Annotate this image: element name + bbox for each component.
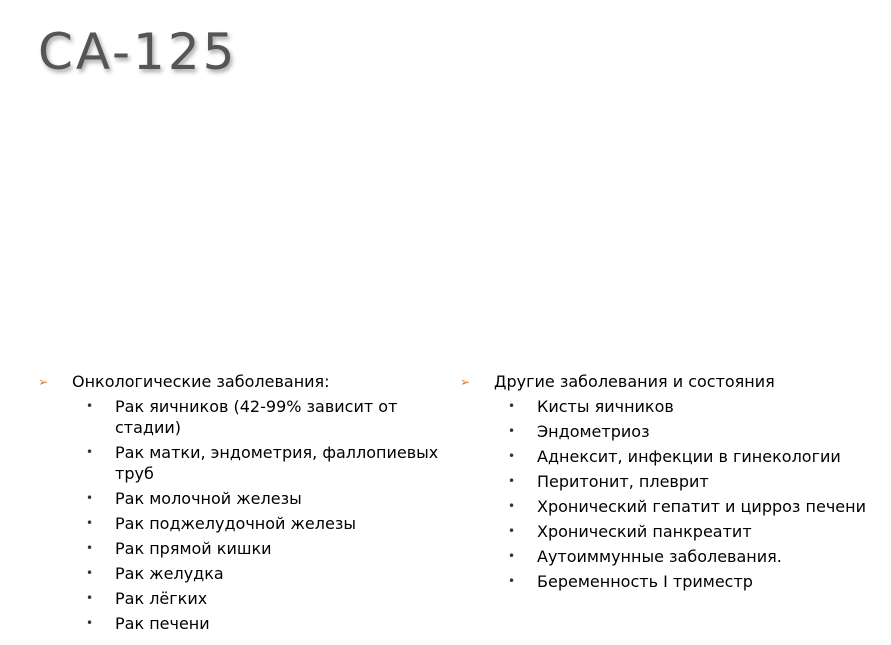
list-item-label: Рак желудка bbox=[115, 564, 224, 583]
list-item-label: Эндометриоз bbox=[537, 422, 650, 441]
list-item-label: Аутоиммунные заболевания. bbox=[537, 547, 782, 566]
bullet-icon: • bbox=[508, 549, 516, 563]
list-item bbox=[460, 421, 885, 442]
list-item-label: Аднексит, инфекции в гинекологии bbox=[537, 447, 841, 466]
section-heading-other bbox=[460, 371, 885, 393]
list-item bbox=[460, 471, 885, 492]
list-item bbox=[38, 588, 448, 609]
list-item-label: Хронический панкреатит bbox=[537, 522, 752, 541]
arrow-bullet-icon: ➢ bbox=[460, 375, 471, 389]
list-item-label: Хронический гепатит и цирроз печени bbox=[537, 497, 866, 516]
list-item bbox=[460, 396, 885, 417]
bullet-icon: • bbox=[508, 399, 516, 413]
arrow-bullet-icon: ➢ bbox=[38, 375, 49, 389]
list-item bbox=[460, 446, 885, 467]
slide-title: CA-125 bbox=[38, 23, 238, 81]
bullet-icon: • bbox=[86, 541, 94, 555]
list-item bbox=[38, 513, 448, 534]
bullet-icon: • bbox=[86, 566, 94, 580]
section-heading-label: Онкологические заболевания: bbox=[72, 372, 330, 391]
bullet-icon: • bbox=[86, 445, 94, 459]
list-item-label: Рак молочной железы bbox=[115, 489, 302, 508]
list-item-label: Рак лёгких bbox=[115, 589, 208, 608]
list-item bbox=[38, 488, 448, 509]
list-item-label: Рак прямой кишки bbox=[115, 539, 272, 558]
section-heading-label: Другие заболевания и состояния bbox=[494, 372, 775, 391]
list-item-label: Перитонит, плеврит bbox=[537, 472, 709, 491]
list-item bbox=[38, 613, 448, 634]
bullet-icon: • bbox=[86, 591, 94, 605]
bullet-icon: • bbox=[86, 399, 94, 413]
list-item bbox=[460, 496, 885, 517]
bullet-icon: • bbox=[508, 499, 516, 513]
section-heading-oncology bbox=[38, 371, 448, 393]
list-item bbox=[38, 442, 448, 484]
list-item bbox=[460, 521, 885, 542]
right-column bbox=[460, 371, 885, 596]
bullet-icon: • bbox=[508, 574, 516, 588]
bullet-icon: • bbox=[508, 449, 516, 463]
list-item bbox=[38, 538, 448, 559]
bullet-icon: • bbox=[508, 524, 516, 538]
other-conditions-list bbox=[460, 396, 885, 592]
list-item-label: Беременность I триместр bbox=[537, 572, 753, 591]
list-item-label: Рак матки, эндометрия, фаллопиевых труб bbox=[115, 443, 439, 483]
list-item bbox=[38, 563, 448, 584]
bullet-icon: • bbox=[508, 424, 516, 438]
list-item-label: Кисты яичников bbox=[537, 397, 674, 416]
bullet-icon: • bbox=[86, 516, 94, 530]
list-item-label: Рак яичников (42-99% зависит от стадии) bbox=[115, 397, 398, 437]
oncology-list bbox=[38, 396, 448, 634]
bullet-icon: • bbox=[86, 616, 94, 630]
list-item bbox=[460, 571, 885, 592]
list-item bbox=[460, 546, 885, 567]
bullet-icon: • bbox=[86, 491, 94, 505]
list-item-label: Рак поджелудочной железы bbox=[115, 514, 356, 533]
bullet-icon: • bbox=[508, 474, 516, 488]
left-column bbox=[38, 371, 448, 638]
list-item bbox=[38, 396, 448, 438]
list-item-label: Рак печени bbox=[115, 614, 210, 633]
